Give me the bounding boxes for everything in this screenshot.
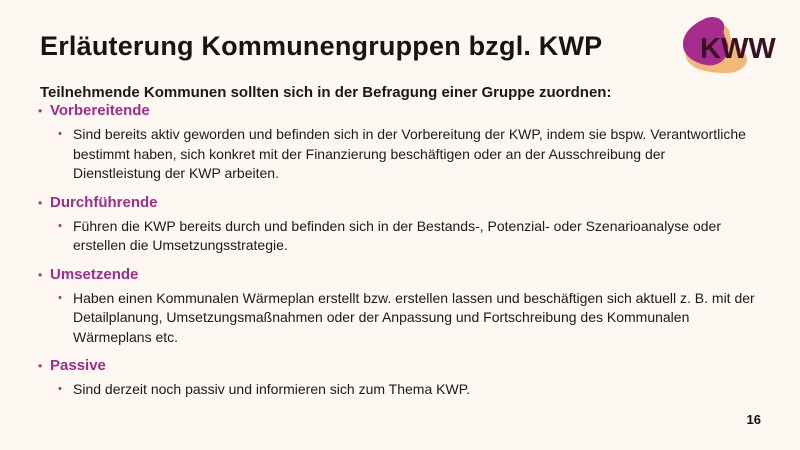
logo-text: KWW	[700, 33, 776, 65]
group-title: Umsetzende	[50, 265, 139, 283]
group-title: Durchführende	[50, 193, 158, 211]
group-heading-row	[38, 267, 760, 283]
bullet-icon: •	[58, 383, 62, 395]
group-description-row	[58, 125, 760, 184]
bullet-icon: •	[38, 359, 43, 373]
bullet-icon: •	[38, 104, 43, 118]
group-heading-row	[38, 358, 760, 374]
bullet-icon: •	[38, 267, 43, 282]
group-title: Passive	[50, 357, 106, 374]
bullet-icon: •	[38, 195, 43, 210]
group-vorbereitende	[38, 103, 760, 184]
group-description-row	[58, 380, 760, 400]
page-number: 16	[746, 412, 761, 427]
groups-list	[38, 103, 760, 411]
kww-logo	[678, 13, 788, 77]
bullet-icon: •	[58, 128, 62, 140]
group-description: Sind bereits aktiv geworden und befinden sich in der Vorbereitung der KWP, indem sie bspw. Verantwortliche bestimmt haben, sich konkret mit der Finanzierung beschäftigen oder an der Ausschreibung der Dienstleistung der KWP arbeiten.	[73, 126, 746, 181]
page-title: Erläuterung Kommunengruppen bzgl. KWP	[40, 31, 603, 61]
slide-subtitle: Teilnehmende Kommunen sollten sich in der Befragung einer Gruppe zuordnen:	[40, 84, 612, 101]
group-umsetzende	[38, 267, 760, 348]
group-title: Vorbereitende	[50, 102, 150, 119]
group-heading-row	[38, 195, 760, 211]
group-heading-row	[38, 103, 760, 119]
group-description: Führen die KWP bereits durch und befinden sich in der Bestands-, Potenzial- oder Szenarioanalyse oder erstellen die Umsetzungsstrategie.	[73, 217, 722, 253]
group-description-row	[58, 217, 760, 256]
group-durchfuehrende	[38, 195, 760, 256]
group-passive	[38, 358, 760, 400]
bullet-icon: •	[58, 219, 62, 232]
group-description: Haben einen Kommunalen Wärmeplan erstellt bzw. erstellen lassen und beschäftigen sich aktuell z. B. mit der Detailplanung, Umsetzungsmaßnahmen oder der Anpassung und Fortschreibung des Kommunalen Wärmeplans etc.	[73, 289, 755, 345]
group-description-row	[58, 289, 760, 348]
bullet-icon: •	[58, 291, 62, 304]
group-description: Sind derzeit noch passiv und informieren sich zum Thema KWP.	[73, 381, 471, 397]
